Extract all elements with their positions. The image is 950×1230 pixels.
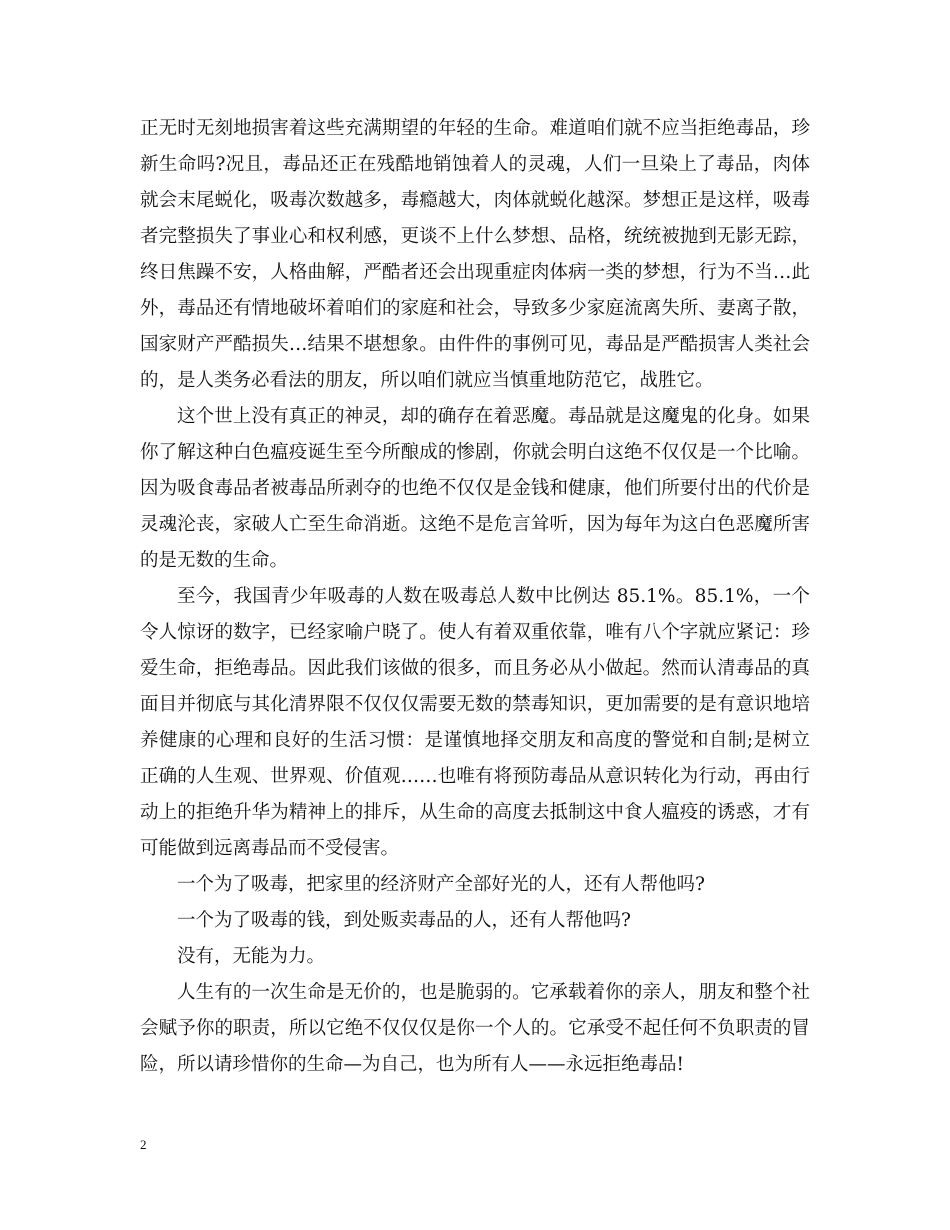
page-number: 2: [140, 1137, 147, 1152]
paragraph-5: 一个为了吸毒的钱，到处贩卖毒品的人，还有人帮他吗?: [177, 910, 631, 931]
paragraph-4: 一个为了吸毒，把家里的经济财产全部好光的人，还有人帮他吗?: [177, 874, 705, 895]
paragraph-3: 至今，我国青少年吸毒的人数在吸毒总人数中比例达 85.1%。85.1%，一个令人惊讶的数字，已经家喻户晓了。使人有着双重依靠，唯有八个字就应紧记：珍爱生命，拒绝毒品。因此我们该做的很多，而且务必从小做起。然而认清毒品的真面目并彻底与其化清界限不仅仅仅需要无数的禁毒知识，更加需要的是有意识地培养健康的心理和良好的生活习惯：是谨慎地择交朋友和高度的警觉和自制;是树立正确的人生观、世界观、价值观……也唯有将预防毒品从意识转化为行动，再由行动上的拒绝升华为精神上的排斥，从生命的高度去抵制这中食人瘟疫的诱惑，才有可能做到远离毒品而不受侵害。: [140, 586, 810, 859]
paragraph-6: 没有，无能为力。: [177, 946, 326, 967]
paragraph-1: 正无时无刻地损害着这些充满期望的年轻的生命。难道咱们就不应当拒绝毒品，珍新生命吗?况且，毒品还正在残酷地销蚀着人的灵魂，人们一旦染上了毒品，肉体就会末尾蜕化，吸毒次数越多，毒瘾越大，肉体就蜕化越深。梦想正是这样，吸毒者完整损失了事业心和权利感，更谈不上什么梦想、品格，统统被抛到无影无踪，终日焦躁不安，人格曲解，严酷者还会出现重症肉体病一类的梦想，行为不当…此外，毒品还有情地破坏着咱们的家庭和社会，导致多少家庭流离失所、妻离子散，国家财产严酷损失…结果不堪想象。由件件的事例可见，毒品是严酷损害人类社会的，是人类务必看法的朋友，所以咱们就应当慎重地防范它，战胜它。: [140, 118, 810, 391]
paragraph-7: 人生有的一次生命是无价的，也是脆弱的。它承载着你的亲人，朋友和整个社会赋予你的职责，所以它绝不仅仅仅是你一个人的。它承受不起任何不负职责的冒险，所以请珍惜你的生命—为自己，也为所有人——永远拒绝毒品!: [140, 982, 810, 1075]
paragraph-2: 这个世上没有真正的神灵，却的确存在着恶魔。毒品就是这魔鬼的化身。如果你了解这种白色瘟疫诞生至今所酿成的惨剧，你就会明白这绝不仅仅是一个比喻。因为吸食毒品者被毒品所剥夺的也绝不仅仅是金钱和健康，他们所要付出的代价是灵魂沦丧，家破人亡至生命消逝。这绝不是危言耸听，因为每年为这白色恶魔所害的是无数的生命。: [140, 406, 810, 571]
body-text: [140, 111, 810, 1083]
